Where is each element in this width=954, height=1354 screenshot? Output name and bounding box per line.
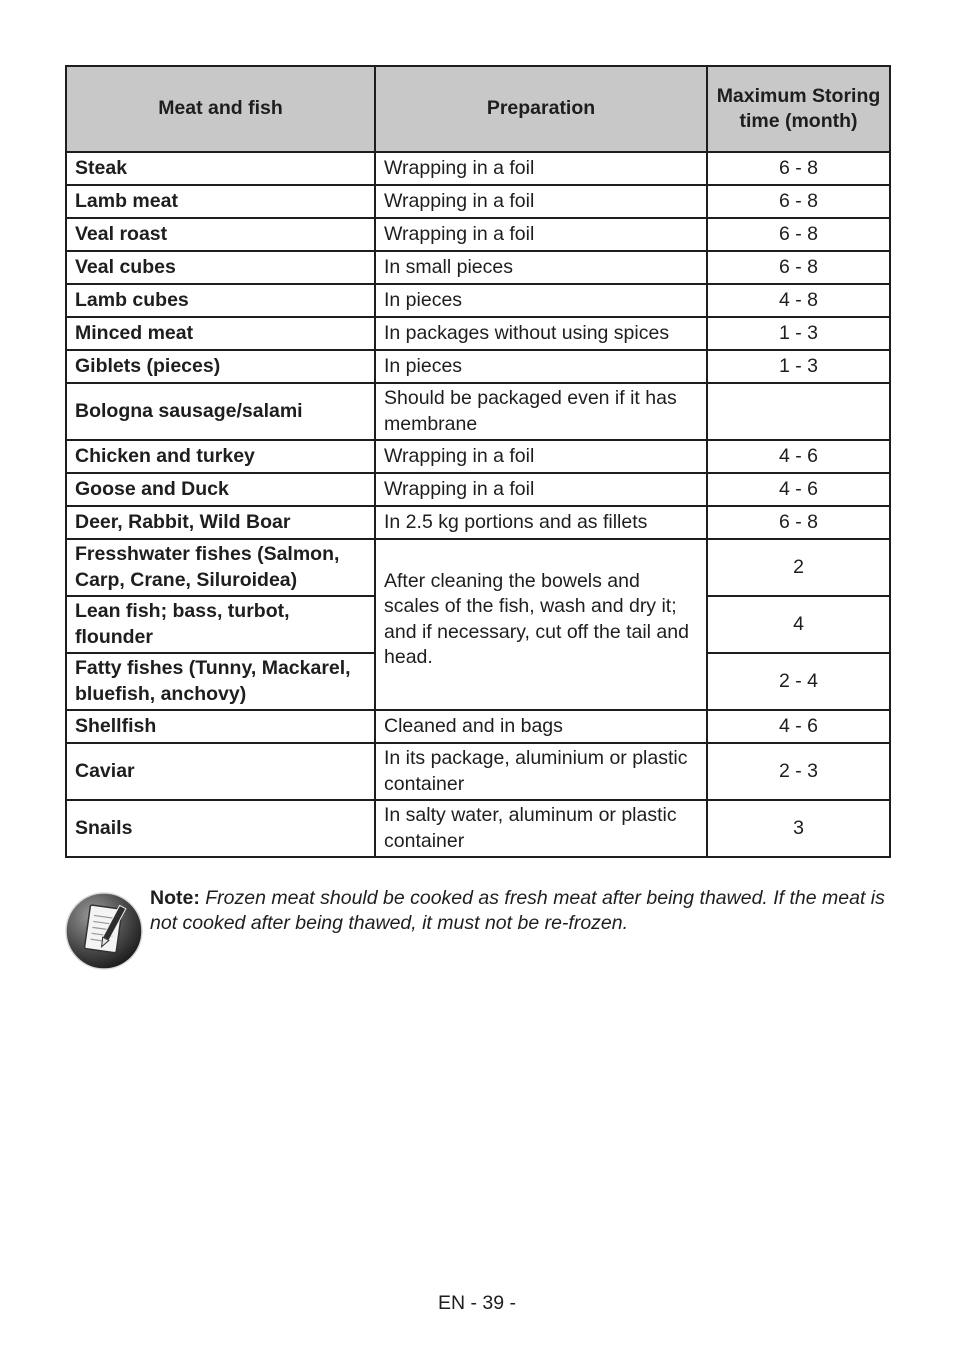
table-row xyxy=(66,284,890,317)
row-preparation: Cleaned and in bags xyxy=(375,710,707,743)
table-row xyxy=(66,251,890,284)
note-text xyxy=(150,886,891,937)
header-storing-time: Maximum Storing time (month) xyxy=(707,66,890,152)
row-preparation-fish: After cleaning the bowels and scales of the fish, wash and dry it; and if necessary, cut off the tail and head. xyxy=(375,539,707,710)
table-row xyxy=(66,350,890,383)
header-preparation: Preparation xyxy=(375,66,707,152)
row-item: Deer, Rabbit, Wild Boar xyxy=(66,506,375,539)
row-preparation: In small pieces xyxy=(375,251,707,284)
row-time: 4 - 6 xyxy=(707,473,890,506)
row-item: Lamb cubes xyxy=(66,284,375,317)
header-meat-and-fish: Meat and fish xyxy=(66,66,375,152)
row-time xyxy=(707,383,890,440)
row-item: Minced meat xyxy=(66,317,375,350)
storage-table xyxy=(65,65,891,858)
table-row xyxy=(66,383,890,440)
row-item: Caviar xyxy=(66,743,375,800)
row-preparation: In its package, aluminium or plastic container xyxy=(375,743,707,800)
table-row xyxy=(66,185,890,218)
row-preparation: Wrapping in a foil xyxy=(375,185,707,218)
row-time: 4 - 8 xyxy=(707,284,890,317)
row-item: Shellfish xyxy=(66,710,375,743)
row-time: 4 xyxy=(707,596,890,653)
row-time: 1 - 3 xyxy=(707,350,890,383)
row-item: Giblets (pieces) xyxy=(66,350,375,383)
row-preparation: Wrapping in a foil xyxy=(375,152,707,185)
table-row xyxy=(66,743,890,800)
row-time: 6 - 8 xyxy=(707,218,890,251)
row-time: 6 - 8 xyxy=(707,251,890,284)
row-time: 4 - 6 xyxy=(707,710,890,743)
row-preparation: In 2.5 kg portions and as fillets xyxy=(375,506,707,539)
row-time: 6 - 8 xyxy=(707,152,890,185)
row-preparation: In pieces xyxy=(375,350,707,383)
table-row xyxy=(66,218,890,251)
row-item: Bologna sausage/salami xyxy=(66,383,375,440)
row-time: 1 - 3 xyxy=(707,317,890,350)
row-time: 6 - 8 xyxy=(707,185,890,218)
row-preparation: In salty water, aluminum or plastic container xyxy=(375,800,707,857)
table-row xyxy=(66,152,890,185)
note-body: Frozen meat should be cooked as fresh meat after being thawed. If the meat is not cooked after being thawed, it must not be re-frozen. xyxy=(150,887,885,935)
row-preparation: Wrapping in a foil xyxy=(375,440,707,473)
row-item: Steak xyxy=(66,152,375,185)
row-item: Veal cubes xyxy=(66,251,375,284)
row-time: 2 - 4 xyxy=(707,653,890,710)
row-preparation: In pieces xyxy=(375,284,707,317)
row-preparation: In packages without using spices xyxy=(375,317,707,350)
row-item: Goose and Duck xyxy=(66,473,375,506)
notepad-pencil-icon xyxy=(65,892,143,970)
table-row xyxy=(66,506,890,539)
row-preparation: Wrapping in a foil xyxy=(375,218,707,251)
row-preparation: Should be packaged even if it has membrane xyxy=(375,383,707,440)
table-row xyxy=(66,539,890,596)
table-row xyxy=(66,710,890,743)
note-label: Note: xyxy=(150,887,200,909)
row-item: Fresshwater fishes (Salmon, Carp, Crane, Siluroidea) xyxy=(66,539,375,596)
row-item: Veal roast xyxy=(66,218,375,251)
row-time: 2 - 3 xyxy=(707,743,890,800)
table-row xyxy=(66,473,890,506)
table-row xyxy=(66,800,890,857)
row-time: 3 xyxy=(707,800,890,857)
table-row xyxy=(66,317,890,350)
page-number: EN - 39 - xyxy=(437,1292,517,1314)
row-preparation: Wrapping in a foil xyxy=(375,473,707,506)
row-time: 2 xyxy=(707,539,890,596)
row-item: Lean fish; bass, turbot, flounder xyxy=(66,596,375,653)
row-time: 4 - 6 xyxy=(707,440,890,473)
table-header-row xyxy=(66,66,890,152)
row-item: Lamb meat xyxy=(66,185,375,218)
row-item: Snails xyxy=(66,800,375,857)
row-time: 6 - 8 xyxy=(707,506,890,539)
row-item: Fatty fishes (Tunny, Mackarel, bluefish, anchovy) xyxy=(66,653,375,710)
row-item: Chicken and turkey xyxy=(66,440,375,473)
table-row xyxy=(66,440,890,473)
